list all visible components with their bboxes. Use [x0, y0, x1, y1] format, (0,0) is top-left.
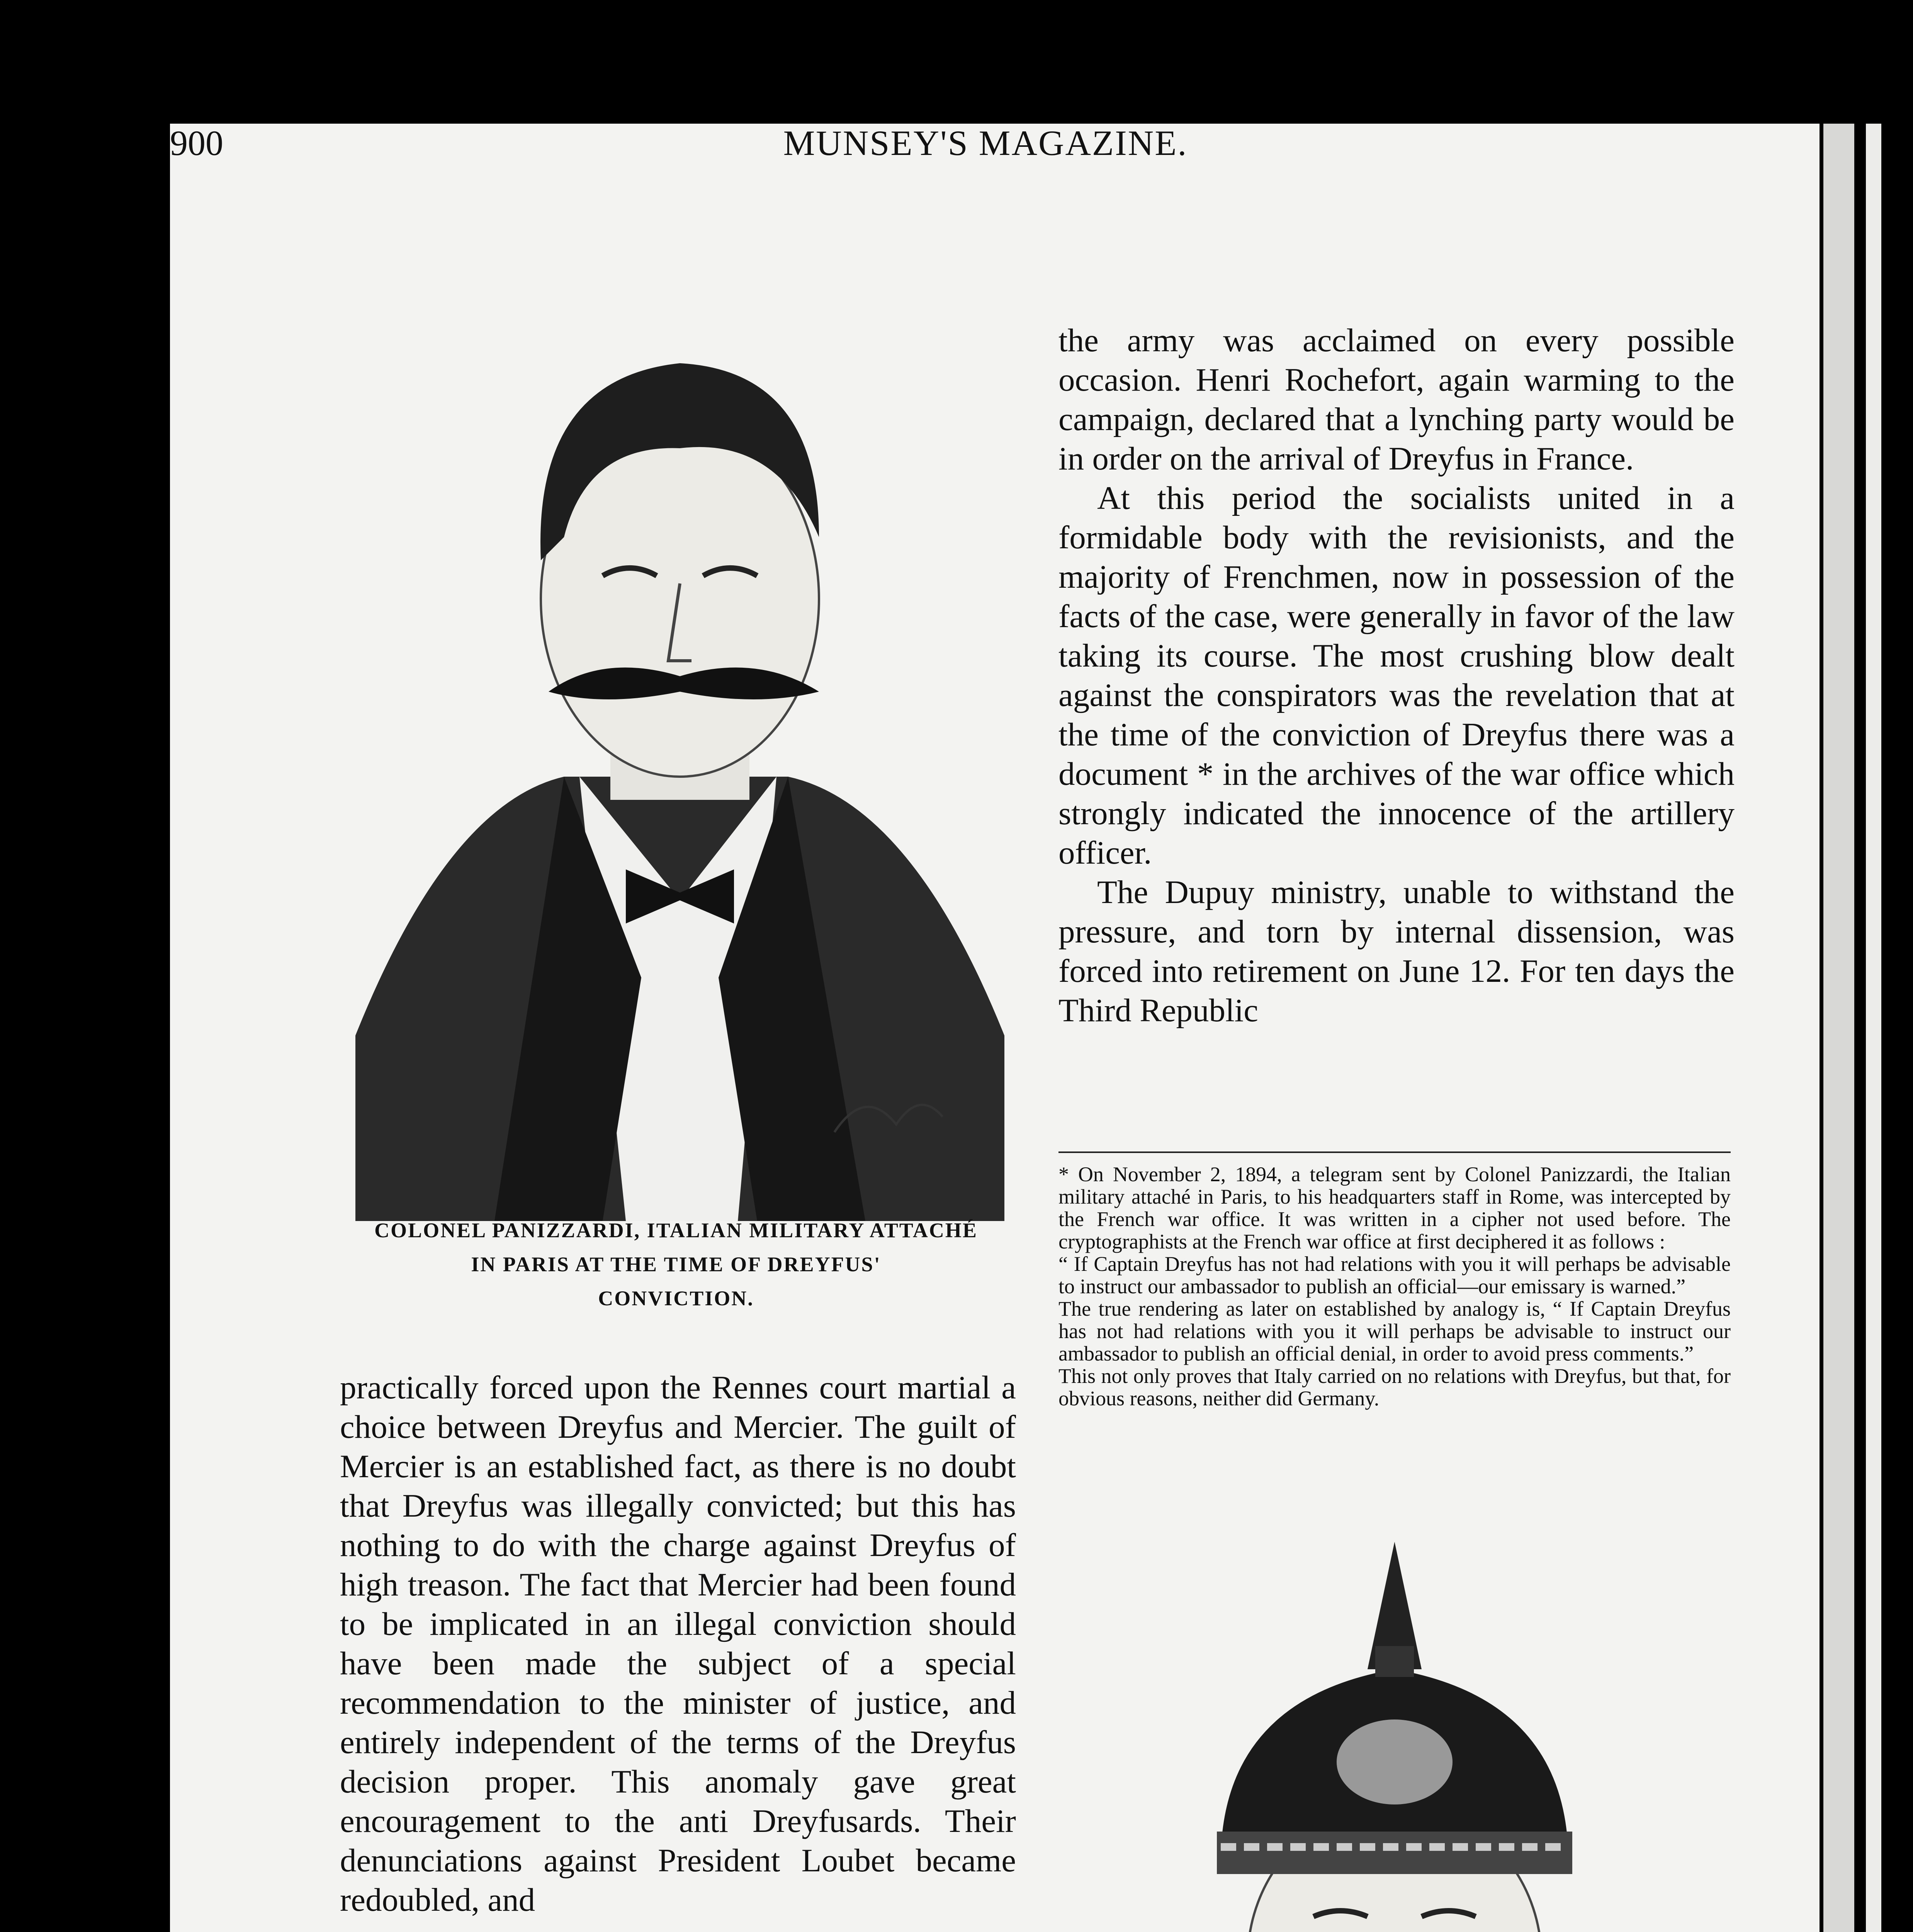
right-paragraph-1: the army was acclaimed on every possible occasion. Henri Rochefort, again warming to the campaign, declared that a lynching party would be in order on the arrival of Dreyfus in France. [1058, 322, 1735, 477]
footnote-rule-right [1058, 1151, 1731, 1153]
panizzardi-caption [317, 1213, 1035, 1315]
page-edge-2 [1866, 124, 1881, 1932]
right-paragraph-3: The Dupuy ministry, unable to withstand the pressure, and torn by internal dissension, was forced into retirement on June 12. For ten days the Third Republic [1058, 874, 1735, 1029]
page-edge [1823, 124, 1854, 1932]
panizzardi-portrait [332, 321, 1020, 1221]
right-footnote-4: This not only proves that Italy carried on no relations with Dreyfus, but that, for obvious reasons, neither did Germany. [1058, 1364, 1731, 1410]
schwarzkoppen-drawing [1051, 1530, 1742, 1932]
page-number: 900 [170, 123, 223, 163]
page-header [170, 116, 1801, 170]
left-column-body [340, 1368, 1016, 1920]
right-footnote-3: The true rendering as later on established by analogy is, “ If Captain Dreyfus has not had relations with you it will perhaps be advisable to instruct our ambassador to publish an official denial, in order to avoid press comments.” [1058, 1297, 1731, 1365]
right-column-body [1058, 321, 1735, 1030]
caption-line-3: CONVICTION. [598, 1287, 754, 1310]
left-body-text: practically forced upon the Rennes court martial a choice between Dreyfus and Mercier. The guilt of Mercier is an established fact, as there is no doubt that Dreyfus was illegally convicted; but this has nothing to do with the charge against Dreyfus of high treason. The fact that Mercier had been found to be implicated in an illegal conviction should have been made the subject of a special recommendation to the minister of justice, and entirely independent of the terms of the Dreyfus decision proper. This anomaly gave great encouragement to the anti Dreyfusards. Their denunciations against President Loubet became redoubled, and [340, 1369, 1016, 1918]
caption-line-1: COLONEL PANIZZARDI, ITALIAN MILITARY ATTACHÉ [374, 1219, 978, 1242]
right-footnotes [1058, 1163, 1731, 1410]
caption-line-2: IN PARIS AT THE TIME OF DREYFUS' [471, 1253, 881, 1276]
right-paragraph-2: At this period the socialists united in a formidable body with the revisionists, and the majority of Frenchmen, now in possession of the facts of the case, were generally in favor of the law taking its course. The most crushing blow dealt against the conspirators was the revelation that at the time of the conviction of Dreyfus there was a document * in the archives of the war office which strongly indicated the innocence of the artillery officer. [1058, 480, 1735, 871]
right-footnote-2: “ If Captain Dreyfus has not had relations with you it will perhaps be advisable to instruct our ambassador to publish an official—our emissary is warned.” [1058, 1252, 1731, 1298]
right-footnote-1: * On November 2, 1894, a telegram sent by Colonel Panizzardi, the Italian military attaché in Paris, to his headquarters staff in Rome, was intercepted by the French war office. It was written in a cipher not used before. The cryptographists at the French war office at first deciphered it as follows : [1058, 1163, 1731, 1253]
schwarzkoppen-portrait [1051, 1530, 1742, 1932]
magazine-title: MUNSEY'S MAGAZINE. [783, 123, 1188, 163]
panizzardi-drawing [332, 321, 1020, 1221]
